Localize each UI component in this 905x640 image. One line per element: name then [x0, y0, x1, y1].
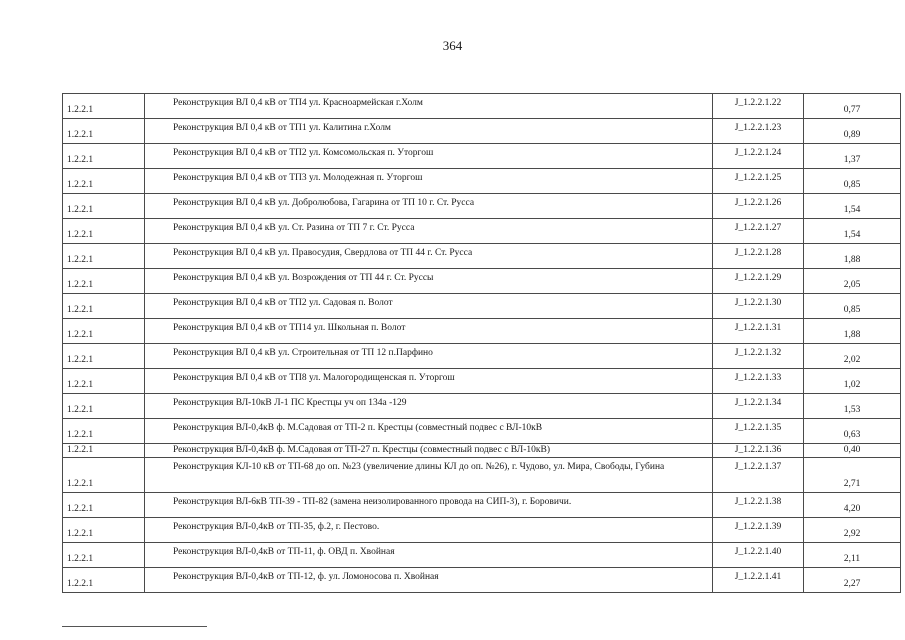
row-value: 1,53	[804, 394, 901, 419]
row-value: 2,27	[804, 568, 901, 593]
row-number: 1.2.2.1	[63, 169, 145, 194]
row-description: Реконструкция ВЛ 0,4 кВ от ТП8 ул. Малогородищенская п. Уторгош	[145, 369, 713, 394]
row-value: 0,63	[804, 419, 901, 444]
table-row	[63, 169, 901, 194]
row-description: Реконструкция ВЛ-6кВ ТП-39 - ТП-82 (замена неизолированного провода на СИП-3), г. Боровичи.	[145, 493, 713, 518]
row-description: Реконструкция ВЛ 0,4 кВ ул. Возрождения от ТП 44 г. Ст. Руссы	[145, 269, 713, 294]
table-row	[63, 269, 901, 294]
row-value: 1,02	[804, 369, 901, 394]
row-description: Реконструкция ВЛ-0,4кВ от ТП-11, ф. ОВД п. Хвойная	[145, 543, 713, 568]
row-code: J_1.2.2.1.28	[713, 244, 804, 269]
row-code: J_1.2.2.1.25	[713, 169, 804, 194]
table-row	[63, 244, 901, 269]
row-code: J_1.2.2.1.22	[713, 94, 804, 119]
row-value: 1,88	[804, 244, 901, 269]
table-row	[63, 458, 901, 493]
table-row	[63, 194, 901, 219]
row-value: 0,77	[804, 94, 901, 119]
projects-table	[62, 93, 901, 593]
row-code: J_1.2.2.1.32	[713, 344, 804, 369]
row-description: Реконструкция ВЛ 0,4 кВ от ТП3 ул. Молодежная п. Уторгош	[145, 169, 713, 194]
table-row	[63, 219, 901, 244]
table-row	[63, 493, 901, 518]
table-row	[63, 568, 901, 593]
row-number: 1.2.2.1	[63, 194, 145, 219]
row-description: Реконструкция ВЛ 0,4 кВ от ТП2 ул. Садовая п. Волот	[145, 294, 713, 319]
table-row	[63, 319, 901, 344]
row-code: J_1.2.2.1.35	[713, 419, 804, 444]
row-number: 1.2.2.1	[63, 244, 145, 269]
table-row	[63, 543, 901, 568]
row-description: Реконструкция КЛ-10 кВ от ТП-68 до оп. №23 (увеличение длины КЛ до оп. №26), г. Чудово, ул. Мира, Свободы, Губина	[145, 458, 713, 493]
footnote-separator	[62, 626, 207, 627]
row-number: 1.2.2.1	[63, 458, 145, 493]
row-value: 0,89	[804, 119, 901, 144]
row-number: 1.2.2.1	[63, 119, 145, 144]
row-description: Реконструкция ВЛ 0,4 кВ ул. Добролюбова, Гагарина от ТП 10 г. Ст. Русса	[145, 194, 713, 219]
row-value: 2,92	[804, 518, 901, 543]
row-number: 1.2.2.1	[63, 269, 145, 294]
table-row	[63, 518, 901, 543]
row-number: 1.2.2.1	[63, 144, 145, 169]
row-value: 0,85	[804, 294, 901, 319]
row-code: J_1.2.2.1.36	[713, 444, 804, 458]
row-description: Реконструкция ВЛ-0,4кВ ф. М.Садовая от ТП-27 п. Крестцы (совместный подвес с ВЛ-10кВ)	[145, 444, 713, 458]
row-description: Реконструкция ВЛ 0,4 кВ ул. Правосудия, Свердлова от ТП 44 г. Ст. Русса	[145, 244, 713, 269]
row-number: 1.2.2.1	[63, 344, 145, 369]
table-row	[63, 294, 901, 319]
row-number: 1.2.2.1	[63, 518, 145, 543]
row-code: J_1.2.2.1.37	[713, 458, 804, 493]
row-number: 1.2.2.1	[63, 543, 145, 568]
row-code: J_1.2.2.1.39	[713, 518, 804, 543]
table-row	[63, 369, 901, 394]
row-description: Реконструкция ВЛ 0,4 кВ ул. Ст. Разина от ТП 7 г. Ст. Русса	[145, 219, 713, 244]
row-number: 1.2.2.1	[63, 319, 145, 344]
row-number: 1.2.2.1	[63, 568, 145, 593]
table-row	[63, 394, 901, 419]
row-code: J_1.2.2.1.40	[713, 543, 804, 568]
row-description: Реконструкция ВЛ-0,4кВ ф. М.Садовая от ТП-2 п. Крестцы (совместный подвес с ВЛ-10кВ	[145, 419, 713, 444]
row-number: 1.2.2.1	[63, 94, 145, 119]
row-description: Реконструкция ВЛ 0,4 кВ от ТП4 ул. Красноармейская г.Холм	[145, 94, 713, 119]
row-code: J_1.2.2.1.33	[713, 369, 804, 394]
row-value: 2,71	[804, 458, 901, 493]
row-number: 1.2.2.1	[63, 419, 145, 444]
row-code: J_1.2.2.1.23	[713, 119, 804, 144]
row-value: 1,88	[804, 319, 901, 344]
row-description: Реконструкция ВЛ 0,4 кВ от ТП1 ул. Калитина г.Холм	[145, 119, 713, 144]
row-code: J_1.2.2.1.31	[713, 319, 804, 344]
row-number: 1.2.2.1	[63, 369, 145, 394]
row-value: 0,85	[804, 169, 901, 194]
row-value: 1,37	[804, 144, 901, 169]
row-number: 1.2.2.1	[63, 444, 145, 458]
table-row	[63, 94, 901, 119]
row-value: 2,11	[804, 543, 901, 568]
row-value: 2,05	[804, 269, 901, 294]
row-code: J_1.2.2.1.34	[713, 394, 804, 419]
row-value: 0,40	[804, 444, 901, 458]
row-code: J_1.2.2.1.24	[713, 144, 804, 169]
row-number: 1.2.2.1	[63, 219, 145, 244]
table-row	[63, 119, 901, 144]
row-value: 2,02	[804, 344, 901, 369]
row-description: Реконструкция ВЛ 0,4 кВ ул. Строительная от ТП 12 п.Парфино	[145, 344, 713, 369]
row-number: 1.2.2.1	[63, 394, 145, 419]
row-code: J_1.2.2.1.27	[713, 219, 804, 244]
row-value: 1,54	[804, 194, 901, 219]
row-description: Реконструкция ВЛ-0,4кВ от ТП-35, ф.2, г. Пестово.	[145, 518, 713, 543]
table-row	[63, 344, 901, 369]
row-code: J_1.2.2.1.29	[713, 269, 804, 294]
row-code: J_1.2.2.1.38	[713, 493, 804, 518]
row-code: J_1.2.2.1.30	[713, 294, 804, 319]
table-row	[63, 419, 901, 444]
row-value: 1,54	[804, 219, 901, 244]
row-description: Реконструкция ВЛ-10кВ Л-1 ПС Крестцы уч оп 134а -129	[145, 394, 713, 419]
row-value: 4,20	[804, 493, 901, 518]
row-code: J_1.2.2.1.41	[713, 568, 804, 593]
table-row	[63, 144, 901, 169]
row-description: Реконструкция ВЛ-0,4кВ от ТП-12, ф. ул. Ломоносова п. Хвойная	[145, 568, 713, 593]
row-number: 1.2.2.1	[63, 493, 145, 518]
row-description: Реконструкция ВЛ 0,4 кВ от ТП14 ул. Школьная п. Волот	[145, 319, 713, 344]
row-number: 1.2.2.1	[63, 294, 145, 319]
table-row	[63, 444, 901, 458]
page-number: 364	[442, 38, 463, 53]
row-code: J_1.2.2.1.26	[713, 194, 804, 219]
row-description: Реконструкция ВЛ 0,4 кВ от ТП2 ул. Комсомольская п. Уторгош	[145, 144, 713, 169]
